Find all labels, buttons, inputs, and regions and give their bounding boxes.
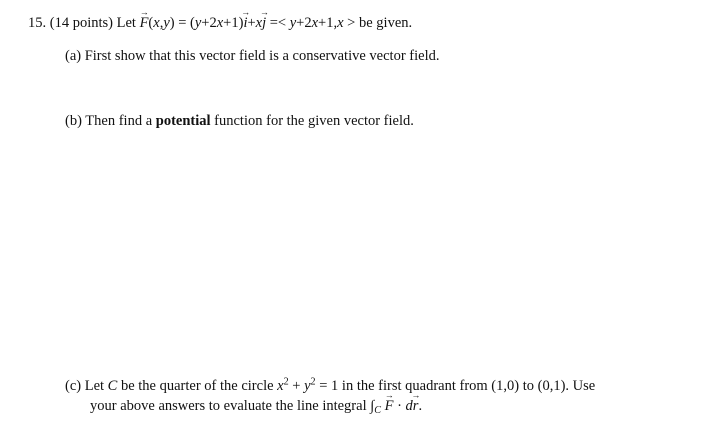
part-c-label: (c) xyxy=(65,378,82,394)
part-c-line1 xyxy=(65,377,595,395)
part-c-text-2: your above answers to evaluate the line integral $\int_C \to F \cdot d\to r$. xyxy=(90,398,422,414)
question-header xyxy=(28,14,412,32)
question-number: 15. xyxy=(28,15,47,31)
question-statement: Let → F(x,y) = (y+2x+1)→ i+x→ j =< y+2x+1,x > be given. xyxy=(117,15,413,31)
question-points: (14 points) xyxy=(49,15,113,31)
part-c-line2 xyxy=(90,397,422,415)
part-a-text: First show that this vector field is a conservative vector field. xyxy=(84,48,440,64)
part-b-text-after: function for the given vector field. xyxy=(214,113,414,129)
part-b-label: (b) xyxy=(65,113,82,129)
part-b-text-before: Then find a xyxy=(85,113,153,129)
part-a xyxy=(65,47,439,65)
part-a-label: (a) xyxy=(65,48,82,64)
part-b xyxy=(65,112,414,130)
part-c-text-1: Let C be the quarter of the circle $x^2 + y^2 = 1$ in the first quadrant from (1,0) to (0,1). Use xyxy=(84,376,596,394)
part-b-emphasis: potential xyxy=(155,113,211,129)
